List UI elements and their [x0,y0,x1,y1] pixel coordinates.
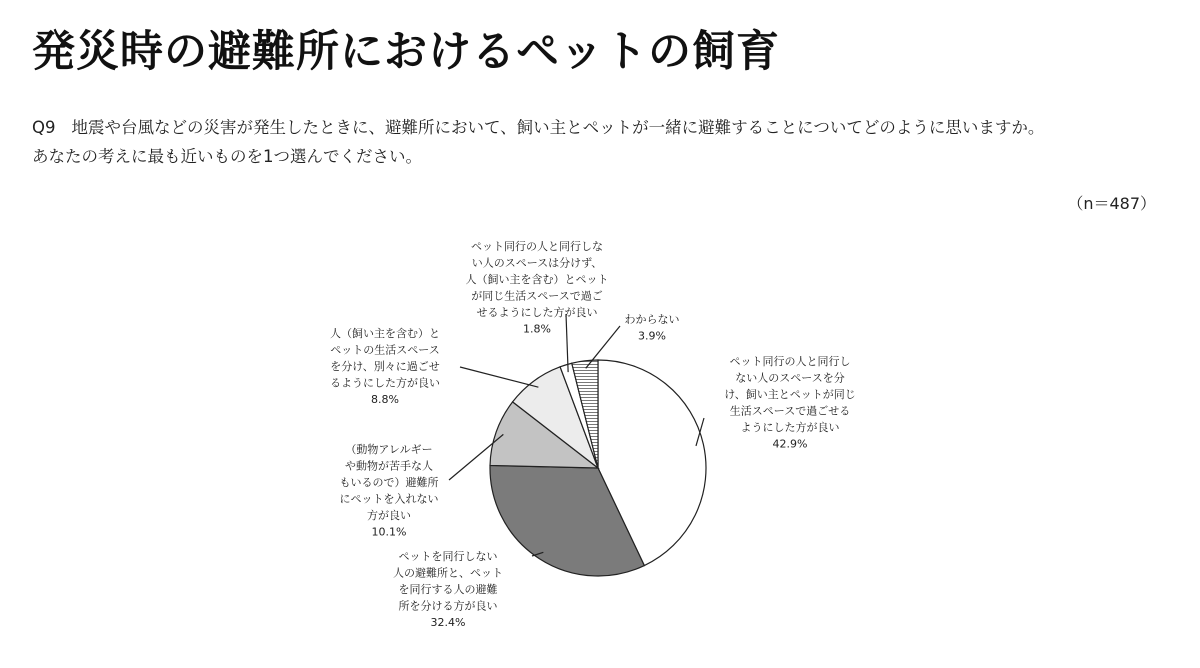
slice-label-1-line-1: ペット同行の人と同行し [729,355,851,368]
slice-label-3-line-4: にペットを入れない [339,492,439,506]
slice-label-4-line-3: を分け、別々に過ごせ [330,360,440,373]
slice-label-3-line-2: や動物が苦手な人 [345,459,433,473]
sample-size: （n＝487） [1067,194,1156,213]
slice-label-1-line-3: け、飼い主とペットが同じ [724,388,856,401]
slice-label-1-line-2: ない人のスペースを分 [735,371,845,385]
slice-value-1: 42.9% [772,437,808,451]
slice-value-3: 10.1% [371,525,407,539]
slice-label-2-line-3: を同行する人の避難 [398,583,498,596]
slice-label-5-line-4: が同じ生活スペースで過ご [471,289,603,303]
slice-value-2: 32.4% [430,616,466,629]
slice-label-2-line-4: 所を分ける方が良い [398,599,498,613]
slice-value-6: 3.9% [638,329,666,343]
question-number: Q9 [32,118,56,137]
slice-value-5: 1.8% [523,322,551,336]
slice-value-4: 8.8% [371,393,399,406]
slice-label-6-line-1: わからない [624,313,680,326]
page-title: 発災時の避難所におけるペットの飼育 [32,27,780,77]
slice-label-5-line-5: せるようにした方が良い [476,306,598,319]
slice-label-4-line-2: ペットの生活スペース [330,343,440,357]
slice-label-1-line-4: 生活スペースで過ごせる [729,404,851,418]
leader-line-4 [460,367,538,387]
slice-label-4-line-1: 人（飼い主を含む）と [330,327,440,340]
slice-label-3-line-5: 方が良い [367,509,411,522]
slice-label-2-line-1: ペットを同行しない [398,550,498,563]
slice-label-4-line-4: るようにした方が良い [330,376,440,390]
slice-label-2-line-2: 人の避難所と、ペット [393,566,503,580]
question-line-1-text: 地震や台風などの災害が発生したときに、避難所において、飼い主とペットが一緒に避難することについてどのように思いますか。 [71,118,1045,137]
slice-label-3-line-3: もいるので）避難所 [339,476,439,489]
slice-label-3-line-1: （動物アレルギー [345,443,433,456]
slice-label-5-line-2: い人のスペースは分けず、 [471,256,603,270]
leader-line-5 [566,314,568,372]
slice-label-5-line-3: 人（飼い主を含む）とペット [465,273,609,286]
pie-slices [490,360,706,576]
slice-label-5-line-1: ペット同行の人と同行しな [471,240,603,253]
question-line-2: あなたの考えに最も近いものを1つ選んでください。 [32,147,422,166]
slice-label-1-line-5: ようにした方が良い [740,421,840,434]
